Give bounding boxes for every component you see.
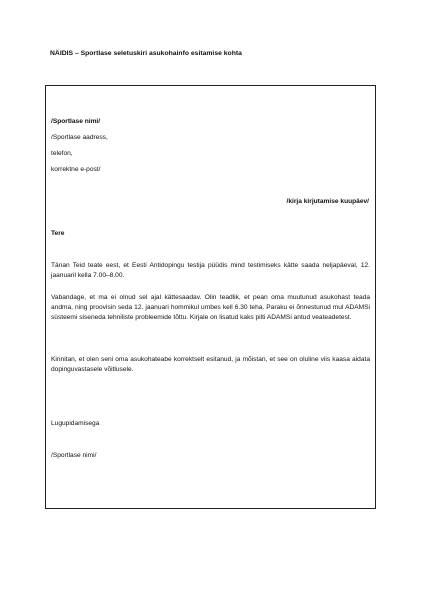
document-heading: NÄIDIS – Sportlase seletuskiri asukohainfo esitamise kohta [50, 50, 242, 57]
paragraph-confirmation: Kinnitan, et olen seni oma asukohateabe korrektselt esitanud, ja mõistan, et see on oluline viis kaasa aidata dopinguvastasele võitlusele. [51, 356, 370, 373]
sender-name: /Sportlase nimi/ [51, 118, 101, 125]
letter-date: /kirja kirjutamise kuupäev/ [286, 198, 369, 205]
signature: /Sportlase nimi/ [51, 452, 97, 459]
sender-phone: telefon, [51, 150, 73, 157]
greeting: Tere [51, 230, 65, 237]
paragraph-apology: Vabandage, et ma ei olnud sel ajal kättesaadav. Olin teadlik, et pean oma muutunud asukohast teada andma, ning proovisin seda 12. jaanuari hommikul umbes kell 6.30 teha. Paraku ei õnnestunud mul ADAMSi süsteemi siseneda tehniliste probleemide tõttu. Kirjale on lisatud kaks pilti ADAMSi antud veateadetest. [51, 294, 370, 321]
sender-email: korrektne e-post/ [51, 166, 101, 173]
paragraph-notice: Tänan Teid teate eest, et Eesti Antidopingu testija püüdis mind testimiseks kätte saada neljapäeval, 12. jaanuaril kella 7.00–8.00. [51, 262, 370, 279]
letter-template-box [45, 85, 376, 509]
sender-address: /Sportlase aadress, [51, 134, 108, 141]
closing: Lugupidamisega [51, 420, 100, 427]
